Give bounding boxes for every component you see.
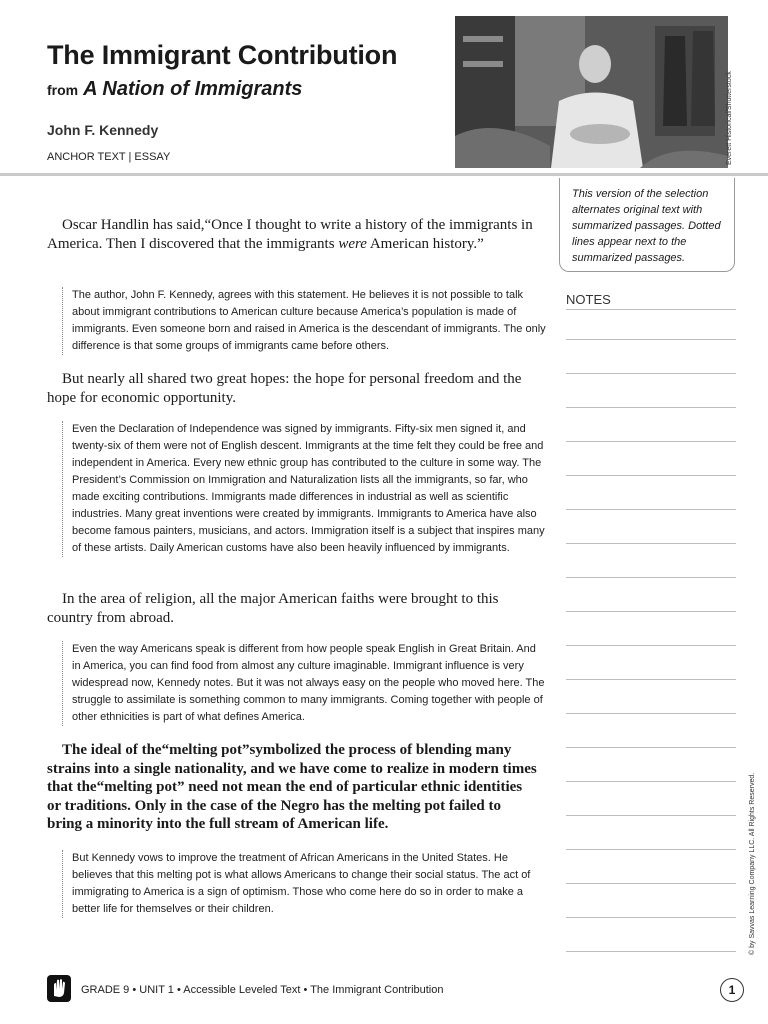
- savvas-logo-icon: [47, 975, 71, 1002]
- note-line: [566, 679, 736, 680]
- note-line: [566, 883, 736, 884]
- note-line: [566, 917, 736, 918]
- note-line: [566, 509, 736, 510]
- emphasized-word: were: [338, 235, 367, 252]
- author-name: John F. Kennedy: [47, 122, 159, 138]
- header-divider: [0, 173, 768, 176]
- note-line: [566, 407, 736, 408]
- book-title: A Nation of Immigrants: [83, 78, 303, 100]
- original-text: Oscar Handlin has said,“Once I thought to write a history of the immigrants in America. Then I discovered that the immigrants: [47, 217, 533, 252]
- note-line: [566, 475, 736, 476]
- book-subtitle: [47, 78, 302, 101]
- historical-photo: [455, 16, 728, 168]
- note-line: [566, 951, 736, 952]
- document-type: ANCHOR TEXT | ESSAY: [47, 151, 171, 163]
- summary-paragraph-3: Even the way Americans speak is different from how people speak English in Great Britain. And in America, you can find food from almost any culture imaginable. Immigrant influence is very widespread now, Kennedy notes. But it was not always easy on the people who moved here. The struggle to assimilate is something common to many immigrants. Coming together with people of other ethnicities is part of what defines America.: [62, 641, 546, 726]
- note-line: [566, 339, 736, 340]
- note-line: [566, 645, 736, 646]
- note-line: [566, 747, 736, 748]
- summary-paragraph-2: Even the Declaration of Independence was signed by immigrants. Fifty-six men signed it, and twenty-six of them were not of English descent. Immigrants at the time felt they could be free and independent in America. Every new ethnic group has contributed to the culture in some way. The President’s Commission on Immigration and Naturalization lists all the immigrants, so far, who made exciting contributions. Immigrants made differences in industrial as well as scientific industries. Many great inventions were created by immigrants. Immigrants to America have also become famous painters, musicians, and actors. Immigration itself is a subject that inspires many of these artists. Daily American customs have also been heavily influenced by immigrants.: [62, 421, 546, 557]
- summary-paragraph-4: But Kennedy vows to improve the treatment of African Americans in the United States. He believes that this melting pot is what allows Americans to change their social status. The act of immigrating to America is a sign of optimism. Those who come here do so in order to make a better life for themselves or their children.: [62, 850, 546, 918]
- note-line: [566, 373, 736, 374]
- original-text: American history.”: [366, 235, 484, 252]
- version-callout: This version of the selection alternates original text with summarized passages. Dotted lines appear next to the summarized passages.: [559, 178, 735, 272]
- footer-text: GRADE 9 • UNIT 1 • Accessible Leveled Text • The Immigrant Contribution: [81, 984, 444, 996]
- original-paragraph-1: [47, 216, 537, 253]
- note-line: [566, 441, 736, 442]
- note-line: [566, 309, 736, 310]
- note-line: [566, 611, 736, 612]
- original-paragraph-4: The ideal of the“melting pot”symbolized the process of blending many strains into a single nationality, and we have come to realize in modern times that the“melting pot” need not mean the end of particular ethnic identities or traditions. Only in the case of the Negro has the melting pot failed to bring a minority into the full stream of American life.: [47, 742, 537, 832]
- note-line: [566, 815, 736, 816]
- hand-logo-icon: [47, 975, 71, 1002]
- page-number: 1: [720, 978, 744, 1002]
- original-paragraph-2: But nearly all shared two great hopes: the hope for personal freedom and the hope for economic opportunity.: [47, 371, 522, 406]
- copyright-notice: © by Savvas Learning Company LLC. All Rights Reserved.: [749, 772, 756, 955]
- photo-credit: Everett Historical/Shutterstock: [726, 71, 733, 165]
- page-title: The Immigrant Contribution: [47, 40, 398, 70]
- note-line: [566, 781, 736, 782]
- note-line: [566, 543, 736, 544]
- shoemaker-photo-illustration: [455, 16, 728, 168]
- notes-label: NOTES: [566, 292, 611, 307]
- original-paragraph-3: In the area of religion, all the major American faiths were brought to this country from abroad.: [47, 591, 499, 626]
- note-line: [566, 713, 736, 714]
- note-line: [566, 849, 736, 850]
- from-label: from: [47, 82, 79, 98]
- note-line: [566, 577, 736, 578]
- summary-paragraph-1: The author, John F. Kennedy, agrees with this statement. He believes it is not possible to talk about immigrant contributions to American culture because America’s population is made of immigrants. Even someone born and raised in America is the descendant of immigrants. The only difference is that some groups of immigrants came before others.: [62, 287, 546, 355]
